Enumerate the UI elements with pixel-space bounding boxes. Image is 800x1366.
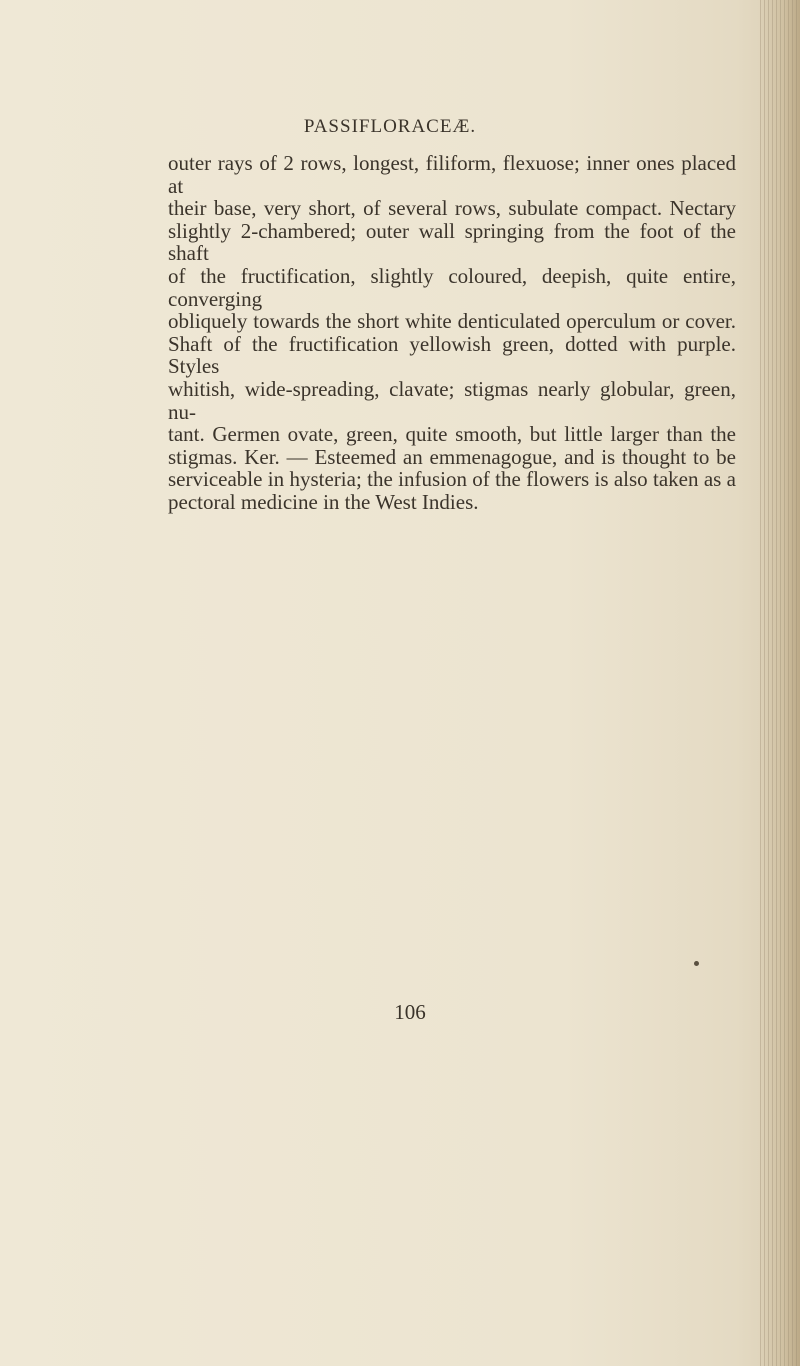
running-head: PASSIFLORACEÆ.: [303, 116, 477, 137]
page-edge: [760, 0, 800, 1366]
body-paragraph: [168, 152, 736, 514]
text-line: obliquely towards the short white denticulated operculum or cover.: [168, 309, 736, 334]
text-line: Shaft of the fructification yellowish green, dotted with purple. Styles: [168, 331, 736, 379]
page-number: 106: [394, 1000, 426, 1024]
text-line: tant. Germen ovate, green, quite smooth, but little larger than the: [168, 422, 736, 447]
text-line: stigmas. Ker. — Esteemed an emmenagogue, and is thought to be: [168, 444, 736, 469]
text-line: their base, very short, of several rows, subulate compact. Nectary: [168, 196, 736, 221]
text-line: pectoral medicine in the West Indies.: [168, 489, 479, 514]
text-line: slightly 2-chambered; outer wall springing from the foot of the shaft: [168, 218, 736, 266]
text-line: whitish, wide-spreading, clavate; stigmas nearly globular, green, nu-: [168, 376, 736, 424]
text-line: outer rays of 2 rows, longest, filiform, flexuose; inner ones placed at: [168, 151, 736, 198]
text-line: serviceable in hysteria; the infusion of the flowers is also taken as a: [168, 467, 736, 492]
text-line: of the fructification, slightly coloured, deepish, quite entire, converging: [168, 263, 736, 311]
ink-spot: [694, 961, 699, 966]
